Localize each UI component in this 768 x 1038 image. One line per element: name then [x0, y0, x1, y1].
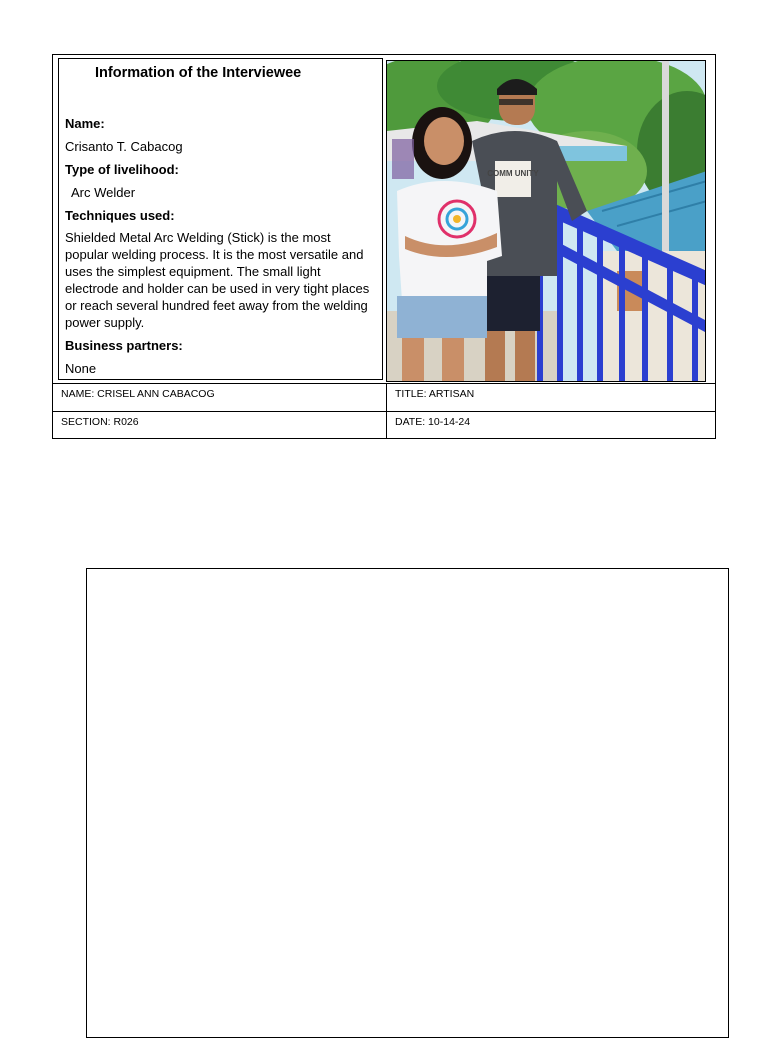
techniques-value: Shielded Metal Arc Welding (Stick) is the most popular welding process. It is the most versatile and uses the simplest equipment. The small light electrode and holder can be used in very tight places or reach several hundred feet away from the welding power supply. — [65, 230, 370, 330]
info-panel — [58, 58, 383, 380]
footer-row-1 — [53, 383, 715, 411]
name-label: Name: — [65, 116, 105, 131]
empty-frame — [86, 568, 729, 1038]
interviewee-photo — [386, 60, 706, 382]
footer-row-2 — [53, 411, 715, 439]
student-name: NAME: CRISEL ANN CABACOG — [61, 388, 215, 400]
student-section: SECTION: R026 — [61, 416, 139, 428]
partners-value: None — [65, 361, 97, 376]
info-title: Information of the Interviewee — [95, 65, 302, 81]
interviewee-card — [52, 54, 716, 439]
livelihood-value: Arc Welder — [71, 185, 136, 200]
name-value: Crisanto T. Cabacog — [65, 139, 183, 154]
interview-date: DATE: 10-14-24 — [386, 412, 715, 439]
project-title: TITLE: ARTISAN — [386, 384, 715, 411]
techniques-label: Techniques used: — [65, 208, 175, 223]
livelihood-label: Type of livelihood: — [65, 162, 179, 177]
partners-label: Business partners: — [65, 338, 183, 353]
shirt-text: COMM UNITY — [487, 169, 539, 178]
